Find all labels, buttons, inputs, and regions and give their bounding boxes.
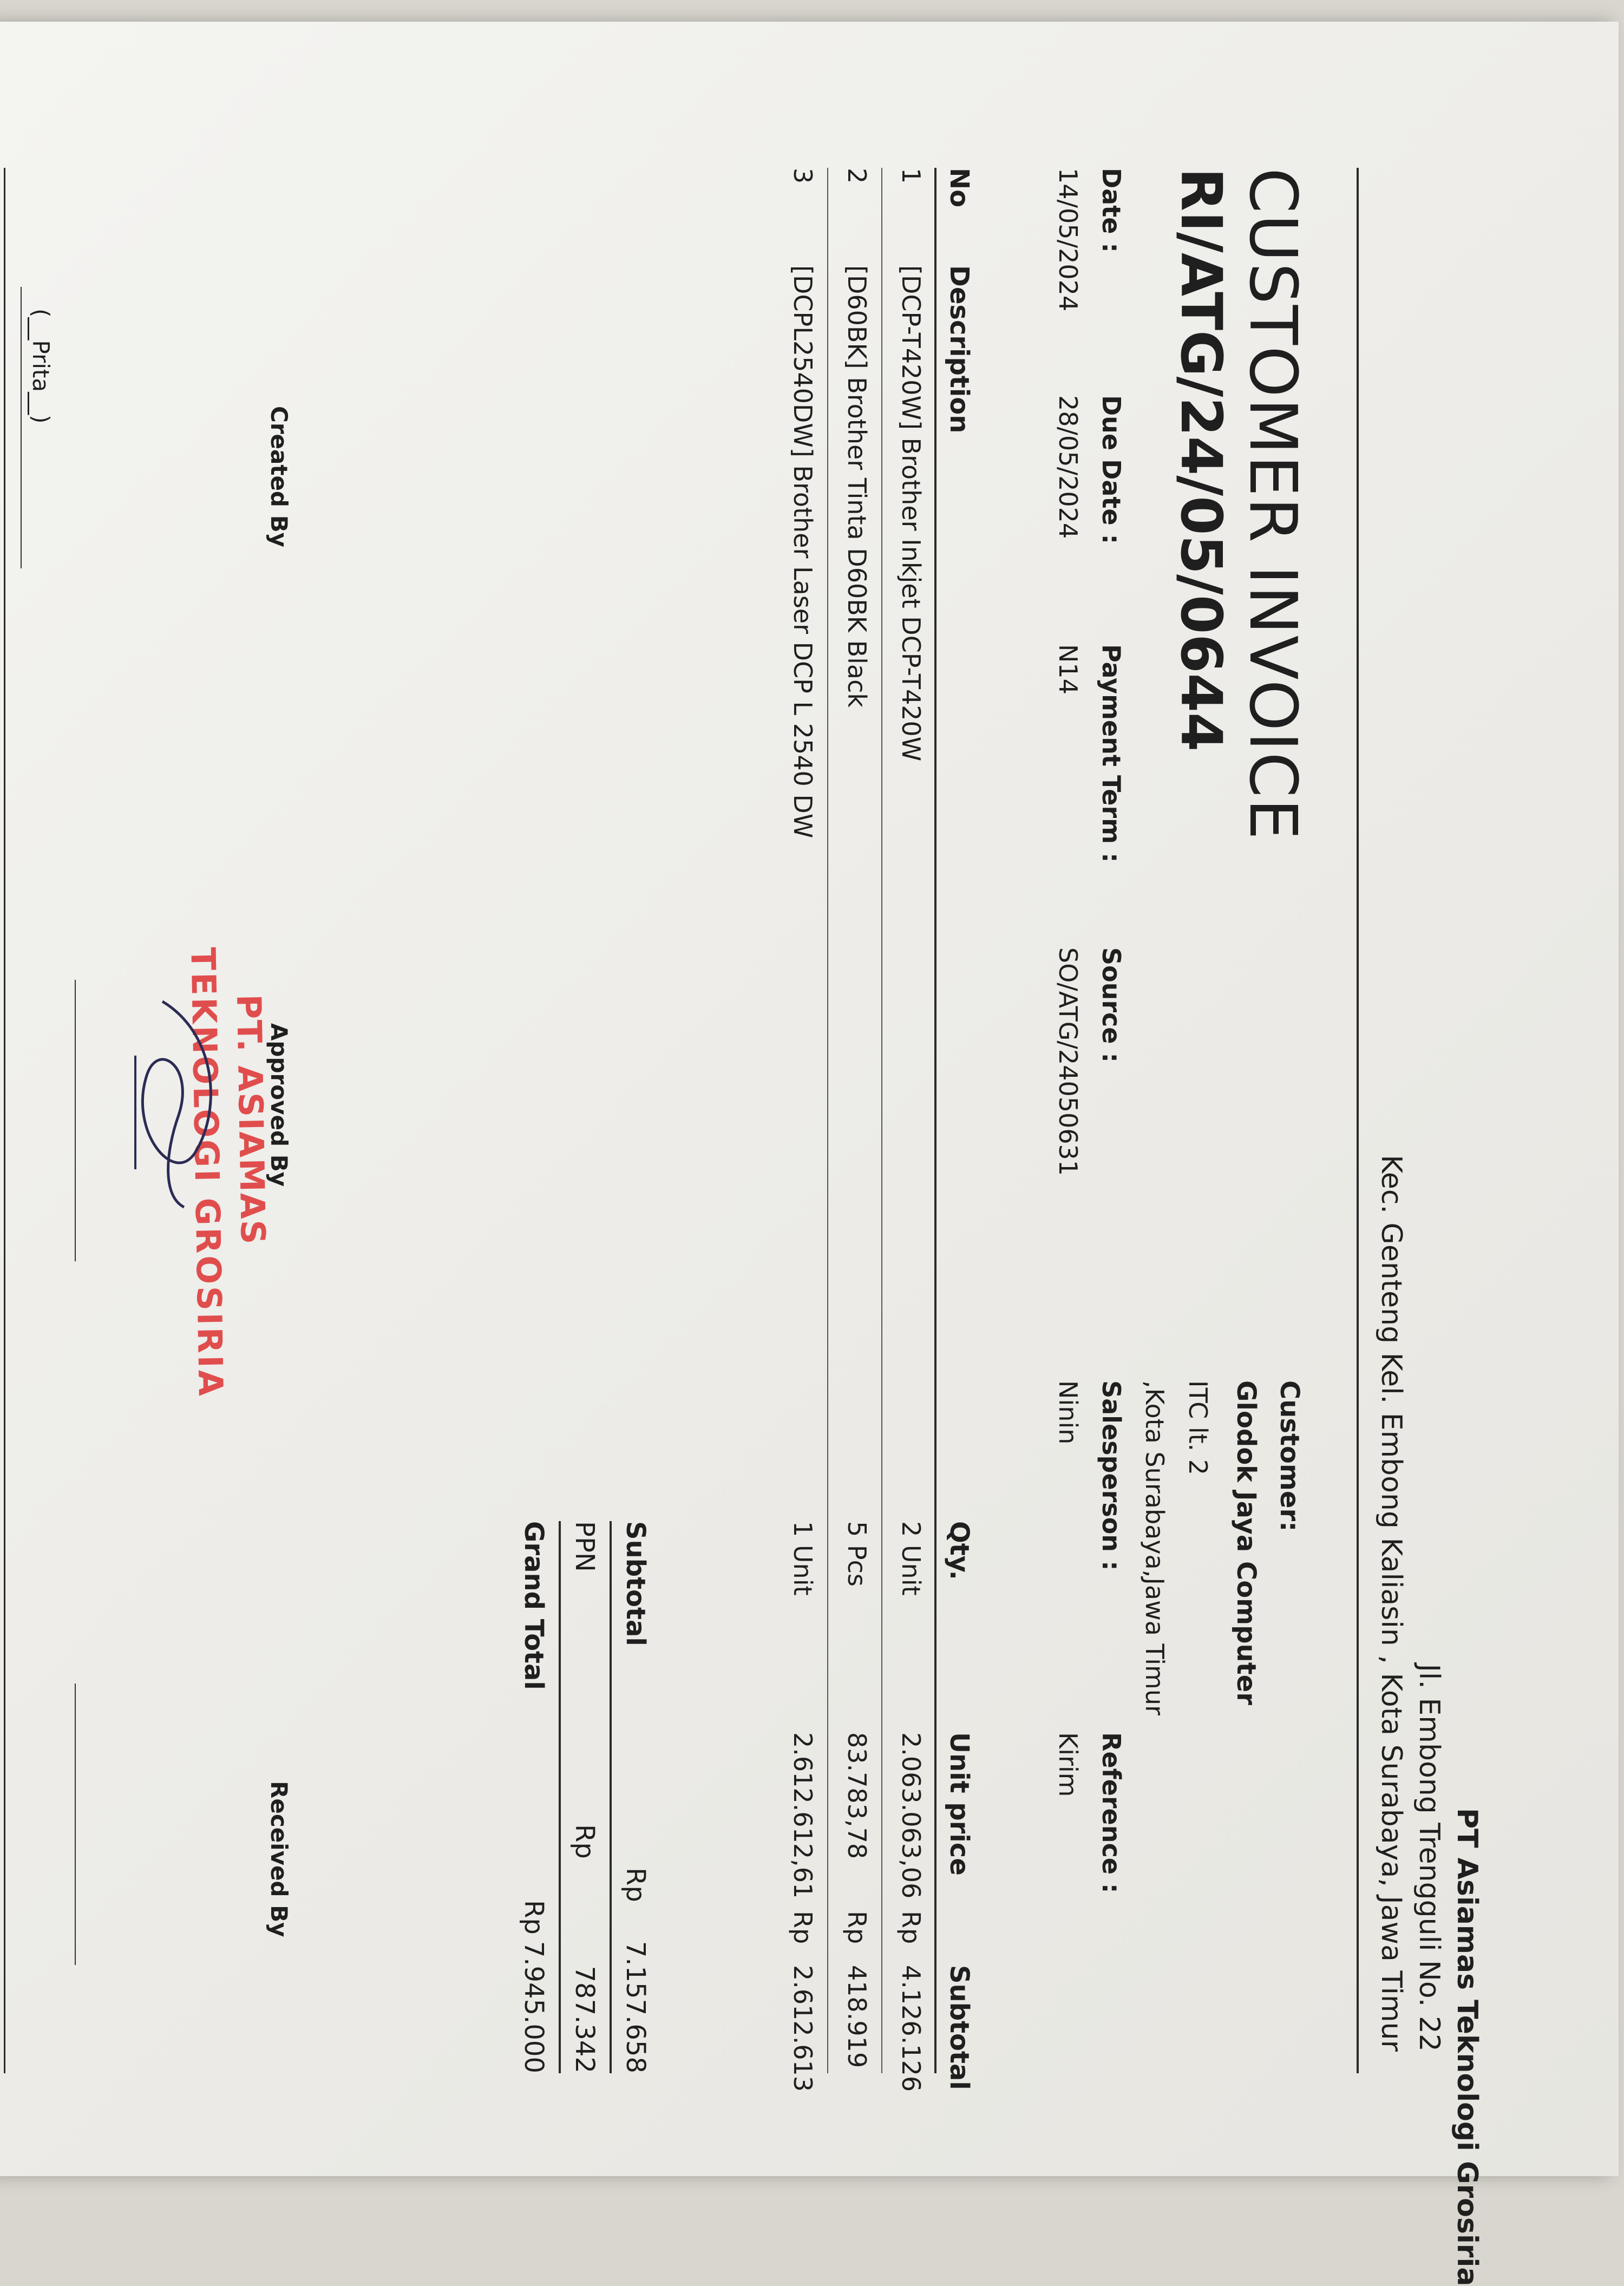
grand-total-value: 7.945.000: [519, 1941, 549, 2073]
stamp-line2: TEKNOLOGI GROSIRIA: [183, 947, 231, 1399]
date-label: Date :: [1097, 168, 1126, 253]
invoice-document: [0, 60, 1516, 2286]
approval-signature: [108, 991, 227, 1218]
row-currency: Rp: [896, 1911, 926, 1944]
tax-currency: Rp: [569, 1824, 600, 1859]
row-divider: [827, 168, 828, 2073]
created-by-label: Created By: [266, 406, 292, 548]
row-description: [D60BK] Brother Tinta D60BK Black: [842, 265, 872, 708]
row-no: 2: [842, 168, 872, 184]
company-district: Kec. Genteng Kel. Embong Kaliasin , Kota Surabaya, Jawa Timur: [1375, 1155, 1407, 2052]
footer-rule: [4, 168, 5, 2073]
tax-row: [561, 1521, 610, 2073]
reference-value: Kirim: [1053, 1732, 1083, 1797]
company-street: Jl. Embong Trengguli No. 22: [1413, 1663, 1445, 2052]
col-header-qty: Qty.: [944, 1521, 974, 1580]
salesperson-value: Ninin: [1053, 1380, 1083, 1445]
document-title: CUSTOMER INVOICE: [1235, 168, 1310, 841]
reference-label: Reference :: [1097, 1732, 1126, 1894]
col-header-description: Description: [944, 265, 974, 434]
received-by-line: [75, 1684, 76, 1965]
col-header-unit-price: Unit price: [944, 1732, 974, 1876]
totals-block: [510, 1521, 660, 2073]
created-by-line: [21, 287, 22, 568]
table-header-rule: [934, 168, 937, 2073]
customer-address-line1: ITC lt. 2: [1183, 1380, 1213, 1476]
source-label: Source :: [1097, 947, 1126, 1063]
source-value: SO/ATG/24050631: [1053, 947, 1083, 1176]
payment-term-value: N14: [1053, 644, 1083, 695]
received-by-label: Received By: [266, 1781, 292, 1937]
row-no: 3: [788, 168, 817, 184]
tax-value: 787.342: [569, 1966, 600, 2073]
created-by-name: (__Prita__): [28, 309, 54, 424]
col-header-subtotal: Subtotal: [944, 1965, 974, 2090]
stamp-line1: PT. ASIAMAS: [228, 994, 273, 1246]
customer-label: Customer:: [1274, 1380, 1305, 1532]
paper-sheet: [0, 22, 1619, 2286]
company-name: PT Asiamas Teknologi Grosiria: [1451, 1808, 1483, 2286]
subtotal-row: [612, 1521, 660, 2073]
grand-total-row: [510, 1521, 559, 2073]
grand-total-label: Grand Total: [519, 1521, 549, 1690]
row-unit-price: 2.063.063,06: [896, 1732, 926, 1899]
date-value: 14/05/2024: [1053, 168, 1083, 312]
row-qty: 2 Unit: [896, 1521, 926, 1596]
header-rule: [1357, 168, 1359, 2073]
row-unit-price: 83.783,78: [842, 1732, 872, 1859]
tax-label: PPN: [569, 1521, 600, 1572]
invoice-number: RI/ATG/24/05/0644: [1168, 168, 1234, 752]
row-divider: [881, 168, 882, 2073]
payment-term-label: Payment Term :: [1097, 644, 1126, 863]
row-subtotal: 4.126.126: [896, 1965, 926, 2092]
col-header-no: No: [944, 168, 974, 208]
row-description: [DCPL2540DW] Brother Laser DCP L 2540 DW: [788, 265, 817, 839]
approved-by-label: Approved By: [266, 1023, 292, 1187]
subtotal-label: Subtotal: [620, 1521, 651, 1646]
due-date-label: Due Date :: [1097, 395, 1126, 544]
row-qty: 5 Pcs: [842, 1521, 872, 1587]
row-description: [DCP-T420W] Brother Inkjet DCP-T420W: [896, 265, 926, 762]
customer-address-line2: ,Kota Surabaya,Jawa Timur: [1140, 1380, 1169, 1715]
row-subtotal: 418.919: [842, 1965, 872, 2068]
customer-name: Glodok Jaya Computer: [1231, 1380, 1261, 1705]
row-no: 1: [896, 168, 926, 184]
salesperson-label: Salesperson :: [1097, 1380, 1126, 1571]
grand-total-currency: Rp: [519, 1900, 549, 1935]
due-date-value: 28/05/2024: [1053, 395, 1083, 539]
row-currency: Rp: [788, 1911, 817, 1944]
subtotal-value: 7.157.658: [620, 1941, 651, 2073]
row-subtotal: 2.612.613: [788, 1965, 817, 2092]
approved-by-line: [75, 980, 76, 1261]
subtotal-currency: Rp: [620, 1868, 651, 1902]
row-unit-price: 2.612.612,61: [788, 1732, 817, 1899]
row-qty: 1 Unit: [788, 1521, 817, 1596]
row-currency: Rp: [842, 1911, 872, 1944]
